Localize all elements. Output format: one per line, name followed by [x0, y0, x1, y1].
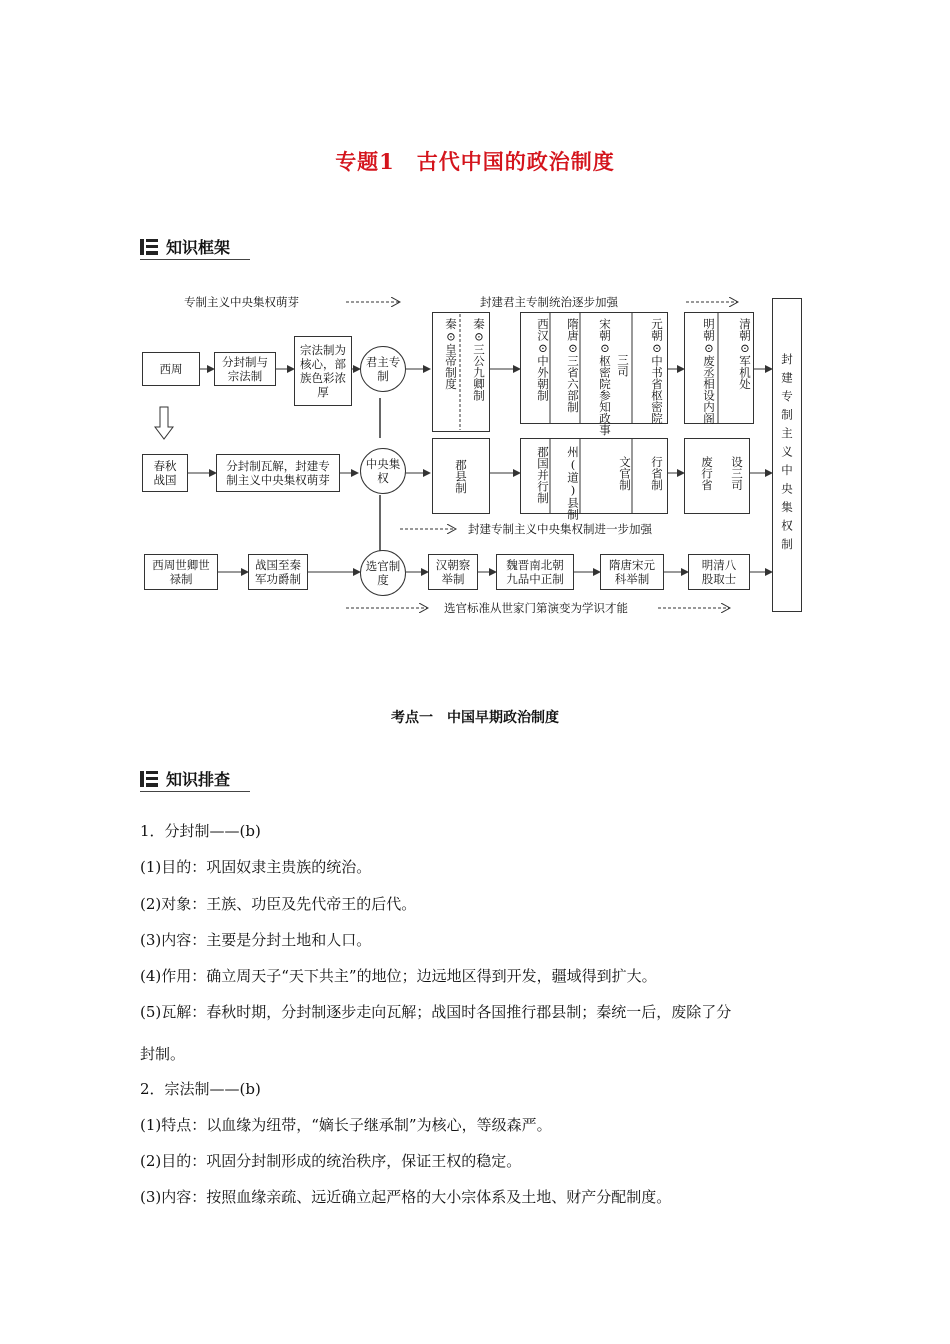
- paragraph: (2)目的：巩固分封制形成的统治秩序，保证王权的稳定。: [140, 1152, 522, 1170]
- banner-bottom: 选官标准从世家门第演变为学识才能: [444, 601, 628, 615]
- paragraph: (4)作用：确立周天子“天下共主”的地位；边远地区得到开发，疆域得到扩大。: [140, 967, 657, 985]
- paragraph: (3)内容：按照血缘亲疏、远近确立起严格的大小宗体系及土地、财产分配制度。: [140, 1188, 672, 1206]
- box-keju: 隋唐宋元科举制: [600, 554, 664, 590]
- section-bars-icon: [140, 771, 158, 787]
- col-shesansi: 设三司: [730, 456, 744, 491]
- section-header-framework: [140, 234, 250, 260]
- box-zongfa: 宗法制为核心，部族色彩浓厚: [294, 336, 352, 406]
- box-shiqing: 西周世卿世禄制: [144, 554, 218, 590]
- col-ming: 明朝⊙废丞相设内阁: [702, 318, 716, 424]
- paragraph: (2)对象：王族、功臣及先代帝王的后代。: [140, 895, 417, 913]
- box-wajie: 分封制瓦解，封建专制主义中央集权萌芽: [216, 454, 340, 492]
- col-song: 宋朝⊙枢密院参知政事: [598, 318, 612, 436]
- col-qing: 清朝⊙军机处: [738, 318, 752, 390]
- col-qin-sangong: 秦⊙三公九卿制: [472, 318, 486, 401]
- page-title: 专题1 古代中国的政治制度: [335, 149, 615, 174]
- paragraph: (1)目的：巩固奴隶主贵族的统治。: [140, 858, 372, 876]
- circle-junzhu: 君主专制: [360, 346, 406, 392]
- framework-diagram: [138, 290, 808, 620]
- banner-top-left: 专制主义中央集权萌芽: [184, 295, 299, 309]
- section-bars-icon: [140, 239, 158, 255]
- col-fei: 废行省: [700, 456, 714, 491]
- box-bagu: 明清八股取士: [688, 554, 750, 590]
- box-xizhou: 西周: [142, 352, 200, 386]
- box-fenfeng: 分封制与宗法制: [214, 352, 276, 386]
- box-junxian: [432, 438, 490, 514]
- col-song-sansi: 三司: [616, 354, 630, 377]
- subsection-title: 考点一 中国早期政治制度: [391, 710, 559, 726]
- box-jiupin: 魏晋南北朝九品中正制: [496, 554, 574, 590]
- banner-top-mid: 封建君主专制统治逐步加强: [480, 295, 618, 309]
- paragraph: (5)瓦解：春秋时期，分封制逐步走向瓦解；战国时各国推行郡县制；秦统一后，废除了分: [140, 1003, 732, 1021]
- col-qin-emperor: 秦⊙皇帝制度: [444, 318, 458, 390]
- box-chaju: 汉朝察举制: [428, 554, 478, 590]
- section-title: 知识排查: [166, 770, 231, 789]
- paragraph: 封制。: [140, 1045, 186, 1063]
- circle-zhongyang: 中央集权: [360, 448, 406, 494]
- circle-xuanguan: 选官制度: [360, 550, 406, 596]
- col-wenguan: 文官制: [618, 456, 632, 491]
- col-junguo: 郡国并行制: [536, 446, 550, 504]
- section-title: 知识框架: [166, 238, 231, 257]
- col-xingsheng: 行省制: [650, 456, 664, 491]
- col-junxian: 郡县制: [454, 458, 468, 494]
- right-summary-text: 封建专制主义中央集权制: [780, 353, 794, 557]
- banner-mid: 封建专制主义中央集权制进一步加强: [468, 522, 652, 536]
- paragraph: 2．宗法制——(b): [140, 1080, 261, 1098]
- paragraph: 1．分封制——(b): [140, 822, 261, 840]
- col-suitang: 隋唐⊙三省六部制: [566, 318, 580, 413]
- paragraph: (3)内容：主要是分封土地和人口。: [140, 931, 372, 949]
- box-chunqiu: 春秋战国: [142, 454, 188, 492]
- col-zhou: 州(道)县制: [566, 446, 580, 520]
- box-right-summary: [772, 298, 802, 612]
- col-yuan: 元朝⊙中书省枢密院: [650, 318, 664, 424]
- paragraph: (1)特点：以血缘为纽带，“嫡长子继承制”为核心，等级森严。: [140, 1116, 552, 1134]
- section-header-checklist: [140, 766, 250, 792]
- box-junggong: 战国至秦军功爵制: [248, 554, 308, 590]
- col-xihan: 西汉⊙中外朝制: [536, 318, 550, 401]
